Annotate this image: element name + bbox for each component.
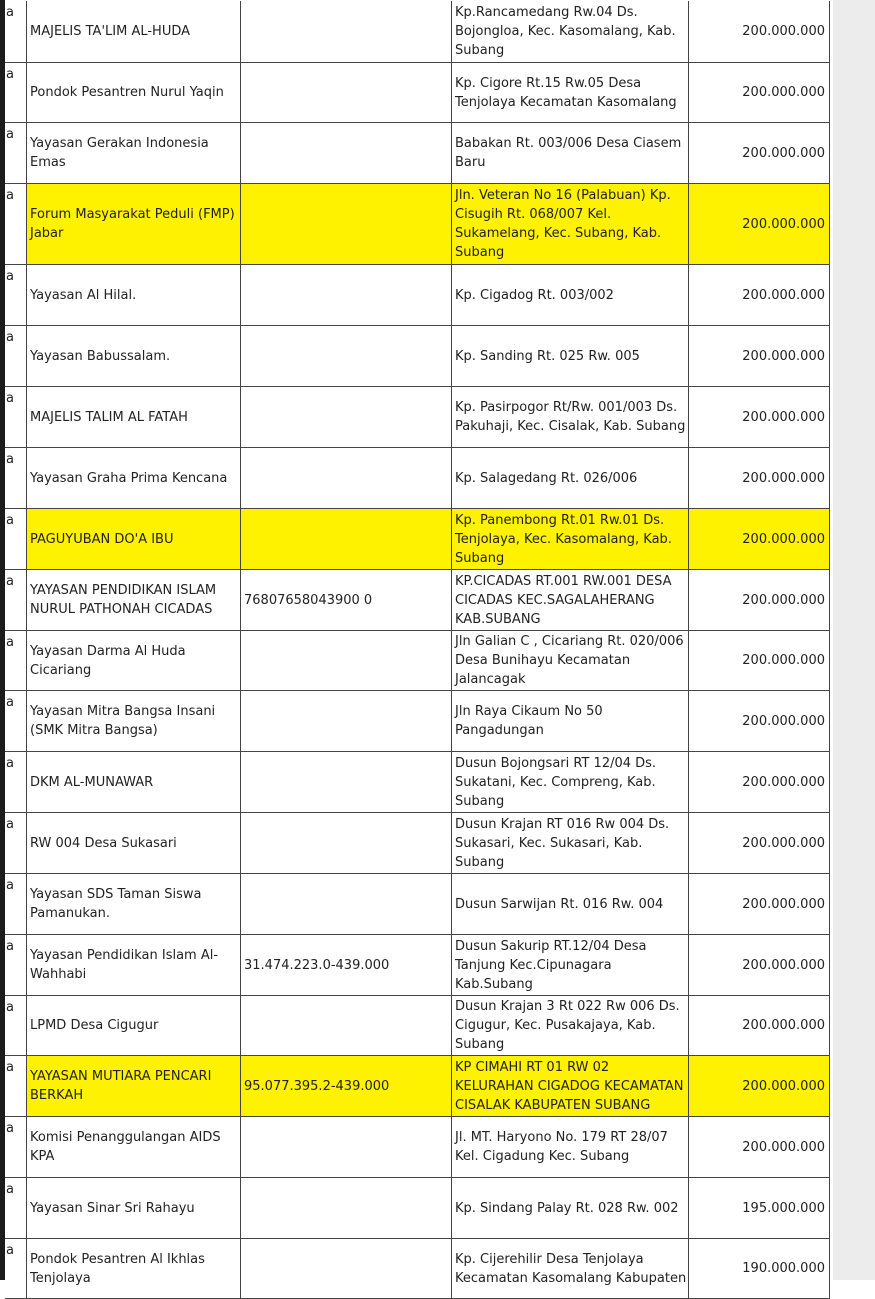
recipient-name-text: LPMD Desa Cigugur (30, 1018, 159, 1033)
amount-text: 200.000.000 (742, 1139, 825, 1155)
amount-cell (689, 1056, 830, 1116)
address-text: Kp. Cigadog Rt. 003/002 (455, 287, 614, 303)
recipient-name-cell (27, 265, 241, 325)
address-cell (452, 1056, 689, 1116)
table-row (5, 570, 830, 631)
row-number-text: a (6, 635, 14, 650)
amount-text: 190.000.000 (742, 1261, 825, 1276)
row-number-text: a (6, 513, 14, 528)
npwp-cell (241, 1178, 452, 1238)
row-number-text: a (6, 452, 14, 467)
address-text: Kp. Panembong Rt.01 Rw.01 Ds. Tenjolaya, Kec. Kasomalang, Kab. Subang (455, 512, 672, 566)
table-row (5, 63, 830, 123)
address-cell (452, 691, 689, 751)
address-cell (452, 184, 689, 264)
recipient-name-cell (27, 63, 241, 122)
table-row (5, 509, 830, 570)
npwp-cell (241, 874, 452, 934)
address-cell (452, 813, 689, 873)
row-number-text: a (6, 188, 14, 203)
recipient-name-text: Yayasan Mitra Bangsa Insani (SMK Mitra Bangsa) (30, 704, 216, 738)
amount-cell (689, 1, 830, 62)
amount-cell (689, 326, 830, 386)
npwp-cell (241, 691, 452, 751)
amount-text: 200.000.000 (742, 592, 825, 608)
recipient-name-text: Yayasan SDS Taman Siswa Pamanukan. (30, 887, 202, 921)
address-text: Dusun Sakurip RT.12/04 Desa Tanjung Kec.Cipunagara Kab.Subang (455, 938, 647, 992)
recipient-name-cell (27, 570, 241, 630)
npwp-cell (241, 184, 452, 264)
row-number-cell (5, 1, 27, 62)
npwp-cell (241, 996, 452, 1055)
amount-cell (689, 570, 830, 630)
row-number-cell (5, 509, 27, 569)
row-number-text: a (6, 5, 14, 20)
table-row (5, 752, 830, 813)
table-row (5, 996, 830, 1056)
recipient-name-text: Forum Masyarakat Peduli (FMP) Jabar (30, 207, 235, 241)
address-cell (452, 1117, 689, 1177)
row-number-cell (5, 752, 27, 812)
recipient-name-text: YAYASAN MUTIARA PENCARI BERKAH (30, 1069, 212, 1103)
row-number-cell (5, 631, 27, 690)
recipient-name-cell (27, 448, 241, 508)
address-text: Kp. Sindang Palay Rt. 028 Rw. 002 (455, 1200, 679, 1216)
row-number-text: a (6, 1060, 14, 1075)
address-cell (452, 123, 689, 183)
recipient-name-text: PAGUYUBAN DO'A IBU (30, 531, 174, 547)
address-cell (452, 326, 689, 386)
amount-cell (689, 631, 830, 690)
address-cell (452, 996, 689, 1055)
recipient-name-text: Pondok Pesantren Al Ikhlas Tenjolaya (30, 1251, 205, 1286)
row-number-cell (5, 570, 27, 630)
table-row (5, 184, 830, 265)
row-number-text: a (6, 1182, 14, 1197)
table-row (5, 935, 830, 996)
recipient-name-cell (27, 813, 241, 873)
row-number-text: a (6, 1000, 14, 1015)
recipient-name-cell (27, 631, 241, 690)
amount-text: 200.000.000 (742, 145, 825, 161)
right-margin (833, 0, 875, 1280)
address-cell (452, 1239, 689, 1298)
table-row (5, 123, 830, 184)
recipient-name-text: MAJELIS TA'LIM AL-HUDA (30, 24, 191, 39)
table-row (5, 1178, 830, 1239)
table-row (5, 691, 830, 752)
amount-cell (689, 387, 830, 447)
amount-text: 200.000.000 (742, 470, 825, 486)
recipient-name-text: Pondok Pesantren Nurul Yaqin (30, 85, 224, 100)
npwp-cell (241, 1117, 452, 1177)
npwp-cell (241, 326, 452, 386)
amount-cell (689, 448, 830, 508)
npwp-text: 31.474.223.0-439.000 (244, 957, 390, 973)
table-row (5, 1056, 830, 1117)
npwp-cell (241, 1056, 452, 1116)
amount-text: 200.000.000 (742, 409, 825, 425)
recipient-name-cell (27, 1056, 241, 1116)
row-number-text: a (6, 391, 14, 406)
table-row (5, 1117, 830, 1178)
row-number-cell (5, 1117, 27, 1177)
address-cell (452, 1, 689, 62)
row-number-text: a (6, 269, 14, 284)
amount-text: 200.000.000 (742, 896, 825, 912)
row-number-cell (5, 935, 27, 995)
recipient-name-text: MAJELIS TALIM AL FATAH (30, 409, 188, 425)
recipient-name-cell (27, 996, 241, 1055)
address-text: Jln. Veteran No 16 (Palabuan) Kp. Cisugih Rt. 068/007 Kel. Sukamelang, Kec. Subang, Kab. Subang (455, 188, 671, 260)
row-number-cell (5, 1239, 27, 1298)
amount-cell (689, 813, 830, 873)
address-text: KP.CICADAS RT.001 RW.001 DESA CICADAS KEC.SAGALAHERANG KAB.SUBANG (455, 573, 672, 627)
amount-text: 200.000.000 (742, 957, 825, 973)
amount-cell (689, 184, 830, 264)
amount-cell (689, 1239, 830, 1298)
amount-cell (689, 996, 830, 1055)
recipient-name-text: DKM AL-MUNAWAR (30, 774, 154, 790)
row-number-cell (5, 387, 27, 447)
row-number-cell (5, 996, 27, 1055)
table-row (5, 813, 830, 874)
npwp-text: 76807658043900 0 (244, 592, 373, 608)
table-row (5, 387, 830, 448)
npwp-cell (241, 1, 452, 62)
recipient-name-text: YAYASAN PENDIDIKAN ISLAM NURUL PATHONAH CICADAS (30, 583, 217, 617)
row-number-text: a (6, 67, 14, 82)
amount-text: 200.000.000 (742, 653, 825, 668)
address-cell (452, 63, 689, 122)
npwp-cell (241, 752, 452, 812)
amount-text: 200.000.000 (742, 287, 825, 303)
amount-text: 200.000.000 (742, 713, 825, 729)
row-number-text: a (6, 695, 14, 710)
amount-cell (689, 874, 830, 934)
recipient-name-cell (27, 935, 241, 995)
row-number-text: a (6, 878, 14, 893)
address-text: KP CIMAHI RT 01 RW 02 KELURAHAN CIGADOG KECAMATAN CISALAK KABUPATEN SUBANG (455, 1059, 684, 1113)
amount-cell (689, 691, 830, 751)
address-cell (452, 752, 689, 812)
table-row (5, 448, 830, 509)
row-number-cell (5, 874, 27, 934)
recipient-name-cell (27, 326, 241, 386)
table-row (5, 874, 830, 935)
address-text: Kp. Cijerehilir Desa Tenjolaya Kecamatan Kasomalang Kabupaten (455, 1251, 687, 1286)
npwp-cell (241, 813, 452, 873)
recipient-name-cell (27, 752, 241, 812)
recipient-name-text: Yayasan Graha Prima Kencana (30, 470, 228, 486)
amount-cell (689, 63, 830, 122)
address-text: Babakan Rt. 003/006 Desa Ciasem Baru (455, 136, 682, 170)
npwp-cell (241, 570, 452, 630)
npwp-cell (241, 935, 452, 995)
row-number-cell (5, 813, 27, 873)
address-text: Kp. Pasirpogor Rt/Rw. 001/003 Ds. Pakuhaji, Kec. Cisalak, Kab. Subang (455, 400, 686, 434)
address-text: Jl. MT. Haryono No. 179 RT 28/07 Kel. Cigadung Kec. Subang (455, 1130, 668, 1164)
row-number-text: a (6, 756, 14, 771)
amount-text: 200.000.000 (742, 835, 825, 851)
recipient-name-text: RW 004 Desa Sukasari (30, 835, 177, 851)
row-number-text: a (6, 127, 14, 142)
row-number-text: a (6, 1243, 14, 1258)
table-row (5, 631, 830, 691)
npwp-cell (241, 387, 452, 447)
row-number-cell (5, 123, 27, 183)
amount-cell (689, 265, 830, 325)
npwp-cell (241, 509, 452, 569)
npwp-cell (241, 123, 452, 183)
row-number-cell (5, 184, 27, 264)
recipient-name-cell (27, 1, 241, 62)
recipient-name-cell (27, 123, 241, 183)
address-cell (452, 631, 689, 690)
row-number-cell (5, 63, 27, 122)
amount-cell (689, 1178, 830, 1238)
npwp-cell (241, 1239, 452, 1298)
address-cell (452, 509, 689, 569)
amount-text: 200.000.000 (742, 531, 825, 547)
amount-cell (689, 1117, 830, 1177)
recipient-name-cell (27, 387, 241, 447)
npwp-cell (241, 265, 452, 325)
recipient-name-cell (27, 1178, 241, 1238)
amount-text: 200.000.000 (742, 1078, 825, 1094)
recipient-name-text: Yayasan Darma Al Huda Cicariang (30, 643, 186, 678)
address-text: Dusun Krajan 3 Rt 022 Rw 006 Ds. Cigugur, Kec. Pusakajaya, Kab. Subang (455, 999, 680, 1052)
address-cell (452, 265, 689, 325)
recipient-name-text: Yayasan Gerakan Indonesia Emas (30, 136, 209, 170)
recipient-name-text: Komisi Penanggulangan AIDS KPA (30, 1130, 221, 1164)
npwp-cell (241, 448, 452, 508)
row-number-text: a (6, 1121, 14, 1136)
address-text: Kp.Rancamedang Rw.04 Ds. Bojongloa, Kec. Kasomalang, Kab. Subang (455, 5, 676, 58)
row-number-cell (5, 691, 27, 751)
amount-text: 200.000.000 (742, 1018, 825, 1033)
address-text: Dusun Bojongsari RT 12/04 Ds. Sukatani, Kec. Compreng, Kab. Subang (455, 755, 657, 809)
table-row (5, 1, 830, 63)
recipient-name-text: Yayasan Babussalam. (30, 348, 171, 364)
recipient-name-cell (27, 1239, 241, 1298)
row-number-text: a (6, 817, 14, 832)
recipient-name-cell (27, 184, 241, 264)
npwp-text: 95.077.395.2-439.000 (244, 1078, 390, 1094)
amount-cell (689, 752, 830, 812)
table-row (5, 326, 830, 387)
recipient-name-text: Yayasan Al Hilal. (30, 287, 137, 303)
address-text: Kp. Sanding Rt. 025 Rw. 005 (455, 348, 640, 364)
address-text: Jln Galian C , Cicariang Rt. 020/006 Desa Bunihayu Kecamatan Jalancagak (455, 634, 684, 687)
row-number-cell (5, 1178, 27, 1238)
address-cell (452, 1178, 689, 1238)
amount-text: 200.000.000 (742, 85, 825, 100)
amount-text: 195.000.000 (742, 1200, 825, 1216)
amount-text: 200.000.000 (742, 216, 825, 232)
address-text: Kp. Salagedang Rt. 026/006 (455, 470, 638, 486)
row-number-text: a (6, 939, 14, 954)
amount-text: 200.000.000 (742, 24, 825, 39)
amount-text: 200.000.000 (742, 348, 825, 364)
address-cell (452, 874, 689, 934)
recipient-name-text: Yayasan Pendidikan Islam Al-Wahhabi (30, 948, 219, 982)
address-cell (452, 448, 689, 508)
address-text: Dusun Sarwijan Rt. 016 Rw. 004 (455, 896, 664, 912)
table-row (5, 1239, 830, 1299)
row-number-cell (5, 265, 27, 325)
amount-cell (689, 935, 830, 995)
amount-text: 200.000.000 (742, 774, 825, 790)
row-number-text: a (6, 574, 14, 589)
recipient-name-cell (27, 691, 241, 751)
row-number-text: a (6, 330, 14, 345)
recipient-name-text: Yayasan Sinar Sri Rahayu (30, 1200, 195, 1216)
address-cell (452, 935, 689, 995)
recipient-name-cell (27, 1117, 241, 1177)
row-number-cell (5, 326, 27, 386)
address-cell (452, 570, 689, 630)
address-text: Dusun Krajan RT 016 Rw 004 Ds. Sukasari, Kec. Sukasari, Kab. Subang (455, 816, 670, 870)
amount-cell (689, 123, 830, 183)
address-text: Jln Raya Cikaum No 50 Pangadungan (455, 704, 603, 738)
address-cell (452, 387, 689, 447)
amount-cell (689, 509, 830, 569)
table-row (5, 265, 830, 326)
recipient-name-cell (27, 509, 241, 569)
npwp-cell (241, 631, 452, 690)
npwp-cell (241, 63, 452, 122)
row-number-cell (5, 448, 27, 508)
recipient-name-cell (27, 874, 241, 934)
address-text: Kp. Cigore Rt.15 Rw.05 Desa Tenjolaya Kecamatan Kasomalang (455, 75, 677, 110)
row-number-cell (5, 1056, 27, 1116)
